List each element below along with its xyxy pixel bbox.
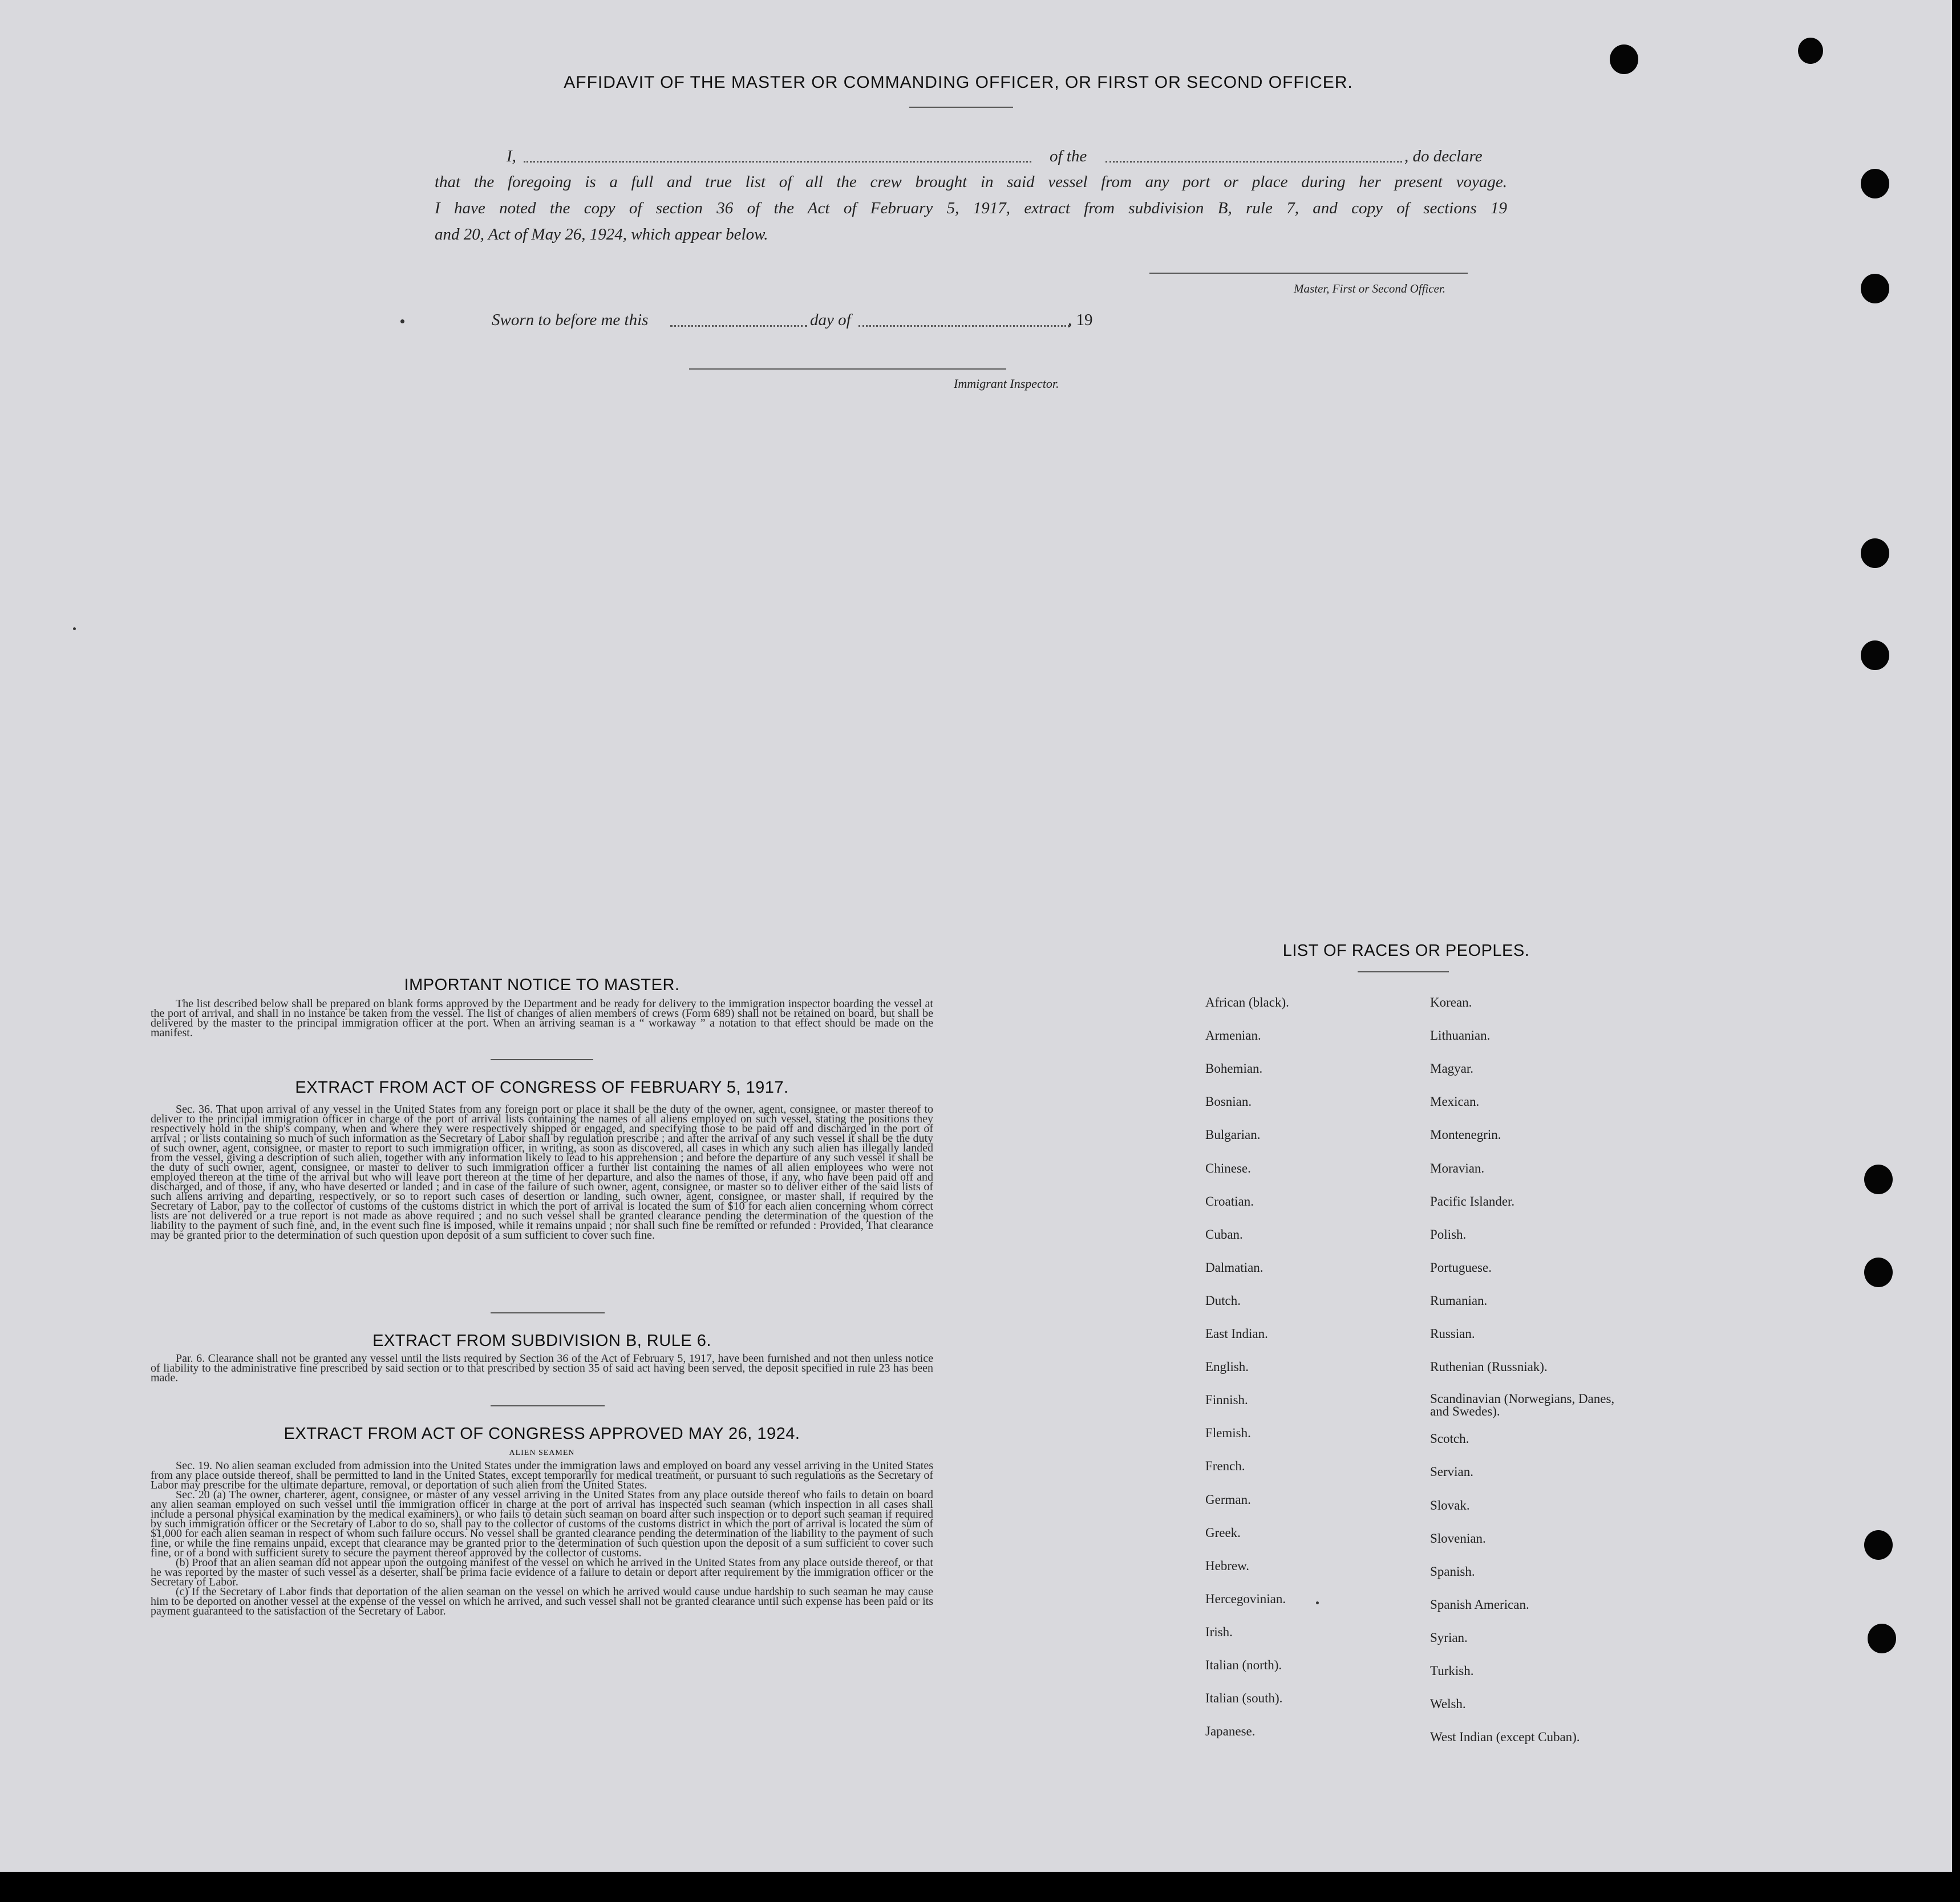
affidavit-of-the-label: of the [1050, 147, 1087, 165]
sworn-month-blank[interactable] [858, 325, 1070, 327]
affidavit-title: AFFIDAVIT OF THE MASTER OR COMMANDING OFFICER, OR FIRST OR SECOND OFFICER. [564, 73, 1353, 92]
binder-hole [1864, 1530, 1893, 1560]
race-list-item: Greek. [1205, 1526, 1241, 1540]
race-list-item: Polish. [1430, 1227, 1467, 1242]
race-list-item: Mexican. [1430, 1094, 1480, 1109]
race-list-item: Slovak. [1430, 1498, 1470, 1512]
alien-seamen-subtitle: ALIEN SEAMEN [509, 1449, 575, 1457]
master-signature-line [1149, 273, 1468, 274]
divider [491, 1059, 593, 1060]
extract-1917-text [151, 1105, 933, 1240]
master-name-blank[interactable] [524, 161, 1031, 163]
race-list-item: Welsh. [1430, 1697, 1466, 1711]
race-list-item: Servian. [1430, 1465, 1474, 1479]
day-of-label: day of [810, 311, 851, 329]
race-list-item: Magyar. [1430, 1061, 1474, 1076]
race-list-item: Scandinavian (Norwegians, Danes, and Swedes). [1430, 1392, 1615, 1418]
year-label: , 19 [1068, 311, 1093, 329]
race-list-item: English. [1205, 1360, 1249, 1374]
rule-6-paragraph: Par. 6. Clearance shall not be granted any vessel until the lists required by Section 36 of the Act of February 5, 1917, have been furnished and not then unless notice of liability to the administrative fine prescribed by said section or to that prescribed by section 35 of said act having been served, the deposit specified in rule 23 has been made. [151, 1352, 933, 1384]
race-list-item: Bohemian. [1205, 1061, 1263, 1076]
binder-hole [1798, 38, 1823, 64]
race-list-item: Dalmatian. [1205, 1260, 1264, 1275]
extract-1924-title: EXTRACT FROM ACT OF CONGRESS APPROVED MAY 26, 1924. [284, 1425, 800, 1443]
race-list-item: Italian (south). [1205, 1691, 1283, 1705]
race-list-item: Portuguese. [1430, 1260, 1492, 1275]
inspector-signature-line [689, 368, 1006, 370]
race-list-item: Spanish. [1430, 1564, 1475, 1579]
race-list-item: Turkish. [1430, 1664, 1474, 1678]
binder-hole [1864, 1258, 1893, 1287]
subdivision-text [151, 1354, 933, 1383]
race-list-item: Dutch. [1205, 1293, 1241, 1308]
section-20a-paragraph: Sec. 20 (a) The owner, charterer, agent, consignee, or master of any vessel arriving in the United States from any place outside thereof who fails to detain on board any alien seaman employed on such vessel until the immigration officer in charge at the port of arrival has inspected such seaman (which inspection in all cases shall include a personal physical examination by the medical examiners), or who fails to detain such seaman on board after such inspection or to deport such seaman if required by such immigration officer or the Secretary of Labor to do so, shall pay to the collector of customs of the customs district in which the port of arrival is located the sum of $1,000 for each alien seaman in respect of whom such failure occurs. No vessel shall be granted clearance pending the determination of the liability to the payment of such fine, or while the fine remains unpaid, except that clearance may be granted prior to the determination of such question upon the deposit of a sum sufficient to cover such fine, or of a bond with sufficient surety to secure the payment thereof approved by the collector of customs. [151, 1489, 933, 1559]
inspector-label: Immigrant Inspector. [954, 376, 1059, 391]
speck [73, 627, 76, 630]
binder-hole [1861, 169, 1889, 198]
race-list-item: Armenian. [1205, 1028, 1261, 1043]
sworn-day-blank[interactable] [670, 325, 807, 327]
binder-hole [1610, 44, 1638, 74]
extract-1924-text [151, 1461, 933, 1616]
section-20b-paragraph: (b) Proof that an alien seaman did not appear upon the outgoing manifest of the vessel on which he arrived in the United States from any place outside thereof, or that he was reported by the master of such vessel as a deserter, shall be prima facie evidence of a failure to detain or deport after requirement by the immigration officer or the Secretary of Labor. [151, 1556, 933, 1588]
race-list-item: Chinese. [1205, 1161, 1251, 1175]
races-underline [1358, 971, 1449, 972]
race-list-item: Montenegrin. [1430, 1128, 1501, 1142]
sworn-label: Sworn to before me this [492, 311, 649, 329]
race-list-item: African (black). [1205, 995, 1289, 1009]
race-list-item: Italian (north). [1205, 1658, 1282, 1672]
section-20c-paragraph: (c) If the Secretary of Labor finds that deportation of the alien seaman on the vessel on which he arrived would cause undue hardship to such seaman he may cause him to be deported on another vessel at the expense of the vessel on which he arrived, and such vessel shall not be granted clearance until such expense has been paid or its payment guaranteed to the satisfaction of the Secretary of Labor. [151, 1585, 933, 1617]
race-list-item: Korean. [1430, 995, 1472, 1009]
race-list-item: Spanish American. [1430, 1597, 1529, 1612]
race-list-item: Finnish. [1205, 1393, 1248, 1407]
race-list-item: Japanese. [1205, 1724, 1256, 1738]
divider [491, 1312, 605, 1313]
race-list-item: German. [1205, 1493, 1251, 1507]
races-title: LIST OF RACES OR PEOPLES. [1282, 942, 1530, 960]
section-19-paragraph: Sec. 19. No alien seaman excluded from admission into the United States under the immigration laws and employed on board any vessel arriving in the United States from any place outside thereof, shall be permitted to land in the United States, except temporarily for medical treatment, or pursuant to such regulations as the Secretary of Labor may prescribe for the ultimate departure, removal, or deportation of such alien from the United States. [151, 1459, 933, 1491]
binder-hole [1861, 640, 1889, 670]
race-list-item: West Indian (except Cuban). [1430, 1730, 1580, 1744]
binder-hole [1861, 274, 1889, 303]
race-list-item: Bosnian. [1205, 1094, 1252, 1109]
race-list-item: Rumanian. [1430, 1293, 1488, 1308]
race-list-item: Scotch. [1430, 1431, 1469, 1446]
race-list-item: Lithuanian. [1430, 1028, 1491, 1043]
subdivision-title: EXTRACT FROM SUBDIVISION B, RULE 6. [372, 1332, 711, 1350]
race-list-item: French. [1205, 1459, 1245, 1473]
extract-1917-title: EXTRACT FROM ACT OF CONGRESS OF FEBRUARY 5, 1917. [295, 1078, 789, 1097]
affidavit-i-label: I, [507, 147, 516, 165]
race-list-item: Slovenian. [1430, 1531, 1486, 1546]
race-list-item: Irish. [1205, 1625, 1233, 1639]
race-list-item: Bulgarian. [1205, 1128, 1261, 1142]
title-underline [909, 107, 1013, 108]
race-list-item: Flemish. [1205, 1426, 1251, 1440]
speck [1316, 1601, 1319, 1604]
race-list-item: Hebrew. [1205, 1559, 1250, 1573]
binder-hole [1861, 538, 1889, 568]
affidavit-line-2: that the foregoing is a full and true list of all the crew brought in said vessel from any port or place during her present voyage. [435, 173, 1507, 191]
race-list-item: Russian. [1430, 1327, 1475, 1341]
binder-hole [1864, 1165, 1893, 1194]
race-list-item: Ruthenian (Russniak). [1430, 1360, 1548, 1374]
vessel-name-blank[interactable] [1105, 161, 1402, 163]
notice-paragraph: The list described below shall be prepared on blank forms approved by the Department and be ready for delivery to the immigration inspector boarding the vessel at the port of arrival, and shall in no instance be taken from the vessel. The list of changes of alien members of crews (Form 689) shall not be retained on board, but shall be delivered by the master to the principal immigration officer at the port. When an arriving seaman is a “ workaway ” a notation to that effect should be made on the manifest. [151, 997, 933, 1039]
affidavit-declare-label: , do declare [1404, 147, 1483, 165]
notice-text [151, 999, 933, 1038]
race-list-item: Moravian. [1430, 1161, 1485, 1175]
master-signature-label: Master, First or Second Officer. [1294, 282, 1445, 295]
affidavit-line-3: I have noted the copy of section 36 of the Act of February 5, 1917, extract from subdivision B, rule 7, and copy of sections 19 [435, 199, 1507, 217]
section-36-paragraph: Sec. 36. That upon arrival of any vessel in the United States from any foreign port or place it shall be the duty of the owner, agent, consignee, or master thereof to deliver to the principal immigration officer in charge of the port of arrival lists containing the names of all aliens employed on such vessel, stating the positions they respectively hold in the ship's company, when and where they were respectively shipped or engaged, and specifying those to be paid off and discharged in the port of arrival ; or lists containing so much of such information as the Secretary of Labor shall by regulation prescribe ; and after the arrival of any such vessel it shall be the duty of such owner, agent, consignee, or master to report to such immigration officer, in writing, as soon as discovered, all cases in which any such alien has illegally landed from the vessel, giving a description of such alien, together with any information likely to lead to his apprehension ; and before the departure of any such vessel it shall be the duty of such owner, agent, consignee, or master to deliver to such immigration officer a further list containing the names of all alien employees who were not employed thereon at the time of the arrival but who will leave port thereon at the time of her departure, and also the names of those, if any, who have been paid off and discharged, and of those, if any, who have deserted or landed ; and in case of the failure of such owner, agent, consignee, or master so to deliver either of the said lists of such aliens arriving and departing, respectively, or so to report such cases of desertion or landing, such owner, agent, consignee, or master shall, if required by the Secretary of Labor, pay to the collector of customs of the customs district in which the port of arrival is located the sum of $10 for each alien concerning whom correct lists are not delivered or a true report is not made as above required ; and no such vessel shall be granted clearance pending the determination of the question of the liability to the payment of such fine, and, in the event such fine is imposed, while it remains unpaid ; nor shall such fine be remitted or refunded : Provided, That clearance may be granted prior to the determination of such question upon deposit of a sum sufficient to cover such fine. [151, 1103, 933, 1242]
race-list-item: Pacific Islander. [1430, 1194, 1515, 1208]
race-list-item: East Indian. [1205, 1327, 1268, 1341]
divider [491, 1405, 605, 1406]
speck [400, 319, 404, 323]
race-list-item: Syrian. [1430, 1631, 1468, 1645]
race-list-item: Hercegovinian. [1205, 1592, 1286, 1606]
race-list-item: Croatian. [1205, 1194, 1254, 1208]
notice-title: IMPORTANT NOTICE TO MASTER. [404, 976, 680, 994]
binder-hole [1868, 1624, 1896, 1653]
affidavit-line-4: and 20, Act of May 26, 1924, which appear below. [435, 225, 768, 244]
race-list-item: Cuban. [1205, 1227, 1243, 1242]
